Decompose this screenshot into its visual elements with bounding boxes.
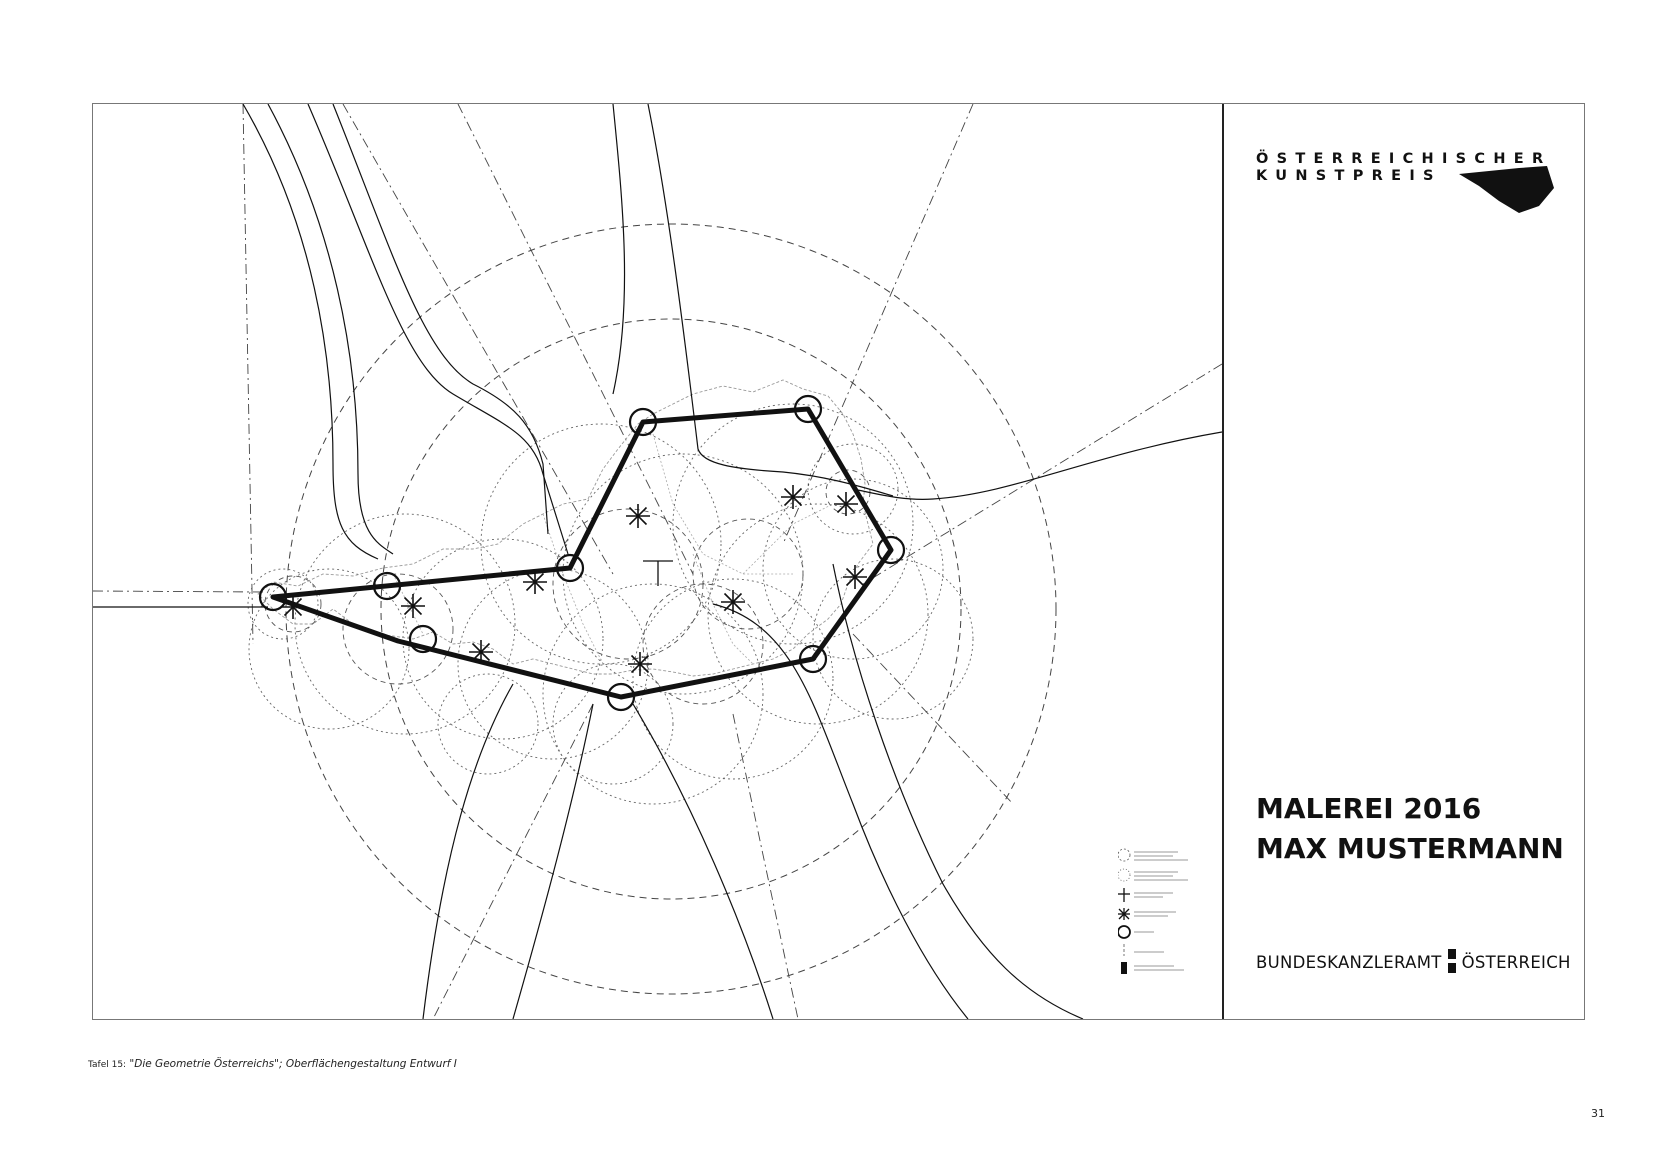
ministry-name-right: ÖSTERREICH [1461,952,1571,972]
dotted-circle [403,539,603,739]
flow-curve [423,684,513,1019]
asterisk-marker [281,595,305,619]
dotted-circle [438,674,538,774]
flow-curve [648,104,893,496]
ministry-name-left: BUNDESKANZLERAMT [1256,952,1442,972]
artist-name: MAX MUSTERMANN [1256,832,1564,865]
asterisk-marker [843,565,867,589]
legend [1118,848,1198,978]
logo-line-1: ÖSTERREICHISCHER [1256,151,1552,167]
flow-curve [268,104,393,554]
dotted-circle [563,454,803,694]
region-border [543,514,603,664]
flow-curve [243,104,378,559]
flow-curve [513,704,593,1019]
flow-curve [333,104,548,534]
logo-shape-icon [1459,166,1559,216]
region-border [693,554,753,664]
asterisk-marker [721,590,745,614]
asterisk-marker [628,652,652,676]
country-outline [258,380,873,676]
asterisk-marker [626,504,650,528]
asterisk-marker [834,492,858,516]
legend-item [1118,869,1188,881]
dashdot-line [243,104,253,644]
legend-item [1118,888,1173,902]
dashdot-line [863,364,1222,584]
dashed-circle [553,509,703,659]
legend-item [1118,926,1154,938]
caption-title: "Die Geometrie Österreichs"; Oberflächengestaltung Entwurf I [129,1058,457,1070]
dashdot-line [93,591,263,592]
figure-caption [88,1058,457,1070]
dotted-circle [763,479,943,659]
asterisk-marker [401,594,425,618]
legend-item [1118,908,1176,920]
asterisk-marker [523,570,547,594]
dashdot-line [783,104,973,544]
dashdot-line [853,634,1013,804]
caption-plate-label: Tafel 15: [88,1060,127,1070]
legend-item [1124,944,1164,956]
logo-line-2: KUNSTPREIS [1256,168,1442,184]
flow-curve [833,564,1083,1019]
legend-item [1118,849,1188,861]
title-panel [1224,104,1584,1019]
flow-curve [308,104,568,554]
dashdot-line [733,714,798,1019]
region-border [743,504,833,574]
page-number: 31 [1591,1107,1605,1120]
ministry-mark-icon [1448,949,1456,975]
dotted-circle [481,424,721,664]
map-plate [92,103,1585,1020]
dashdot-line [343,104,613,574]
ministry-logo [1256,947,1571,977]
dashdot-line [433,704,593,1019]
dotted-circle [543,584,763,804]
flow-curve [633,704,773,1019]
large-circle-inner [381,319,961,899]
asterisk-marker [469,640,493,664]
asterisk-marker [781,485,805,509]
flow-curve [853,432,1222,499]
flow-curve [613,104,625,394]
region-border [653,434,793,574]
award-category-title: MALEREI 2016 [1256,792,1482,825]
dashdot-line [458,104,693,574]
legend-item [1121,962,1184,974]
geometry-drawing [93,104,1222,1019]
